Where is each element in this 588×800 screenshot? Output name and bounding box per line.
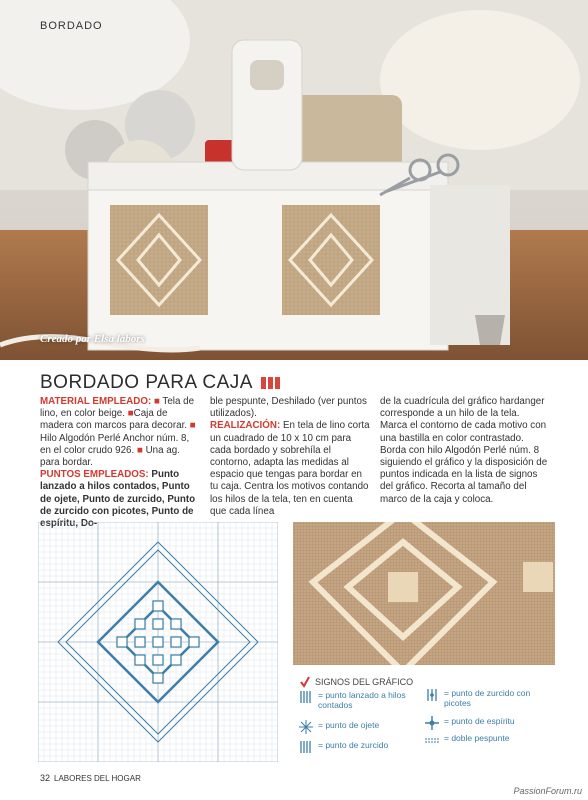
legend-item-satin: = punto lanzado a hilos contados [298, 690, 408, 710]
legend-item-spider: = punto de espíritu [424, 716, 548, 730]
picot-darning-icon [424, 688, 440, 702]
legend-item-darning: = punto de zurcido [298, 740, 408, 754]
watermark: PassionForum.ru [513, 786, 582, 796]
spider-web-icon [424, 716, 440, 730]
text-column-2 [210, 396, 370, 518]
embroidery-closeup-photo [293, 522, 555, 665]
checkmark-icon [300, 676, 310, 688]
header-photo [0, 0, 588, 360]
article-title-row [40, 372, 280, 394]
material-text-4: Una ag. para bordar. [40, 444, 180, 469]
legend-item-eyelet: = punto de ojete [298, 720, 408, 734]
points-text-continued: ble pespunte, Deshilado (ver puntos utilizados). [210, 396, 367, 420]
points-label: PUNTOS EMPLEADOS: [40, 469, 149, 481]
legend-title-row [300, 676, 413, 688]
material-text: Tela de lino, en color beige. [40, 396, 195, 420]
legend-item-picot: = punto de zurcido con picotes [424, 688, 548, 708]
page-number: 32 [40, 773, 51, 783]
material-text-2: Caja de madera con marcos para decorar. [40, 408, 188, 432]
difficulty-icon [261, 377, 280, 389]
material-label: MATERIAL EMPLEADO: [40, 396, 152, 407]
satin-stitch-icon [298, 690, 314, 704]
legend-title: SIGNOS DEL GRÁFICO [315, 677, 414, 687]
realization-label: REALIZACIÓN: [210, 420, 281, 432]
realization-text-continued: de la cuadrícula del gráfico hardanger corresponde a un hilo de la tela. Marca el contorno de cada motivo con una bastilla en color contrastado. Borda con hilo Algodón Perlé núm. 8 siguiendo el gráfico y la disposición de puntos indicada en la lista de signos del gráfico. Recorta al tamaño del marco de la caja y coloca. [380, 396, 548, 505]
section-tag: BORDADO [40, 20, 103, 32]
photo-caption: Creado por Elsa labors [40, 333, 145, 345]
article-title: BORDADO PARA CAJA [40, 372, 253, 393]
material-text-3: Hilo Algodón Perlé Anchor núm. 8, en el color crudo 926. [40, 432, 190, 456]
legend-item-double-backstitch: = doble pespunte [424, 733, 548, 747]
realization-text: En tela de lino corta un cuadrado de 10 x 10 cm para cada bordado y sobrehíla el contorno, adapta las medidas al espacio que tengas para bordar en tu caja. Centra los motivos contando los hilos de la tela, ten en cuenta que cada línea [210, 420, 370, 517]
magazine-name: LABORES DEL HOGAR [54, 774, 141, 783]
text-column-3 [380, 396, 548, 506]
closeup-image [293, 522, 555, 665]
darning-icon [298, 740, 314, 754]
points-text: Punto lanzado a hilos contados, Punto de ojete, Punto de zurcido, Punto de zurcido con picotes, Punto de espíritu, Do- [40, 469, 196, 530]
embroidery-chart [38, 522, 278, 762]
text-column-1: MATERIAL EMPLEADO: ■ Tela de lino, en color beige. ■Caja de madera con marcos para decorar. ■ Hilo Algodón Perlé Anchor núm. 8, en el color crudo 926. ■ Una ag. para bordar. PUNTOS EMPLEADOS: Punto lanzado a hilos contados, Punto de ojete, Punto de zurcido, Punto de zurcido con picotes, Punto de espíritu, Do- [40, 396, 196, 530]
double-backstitch-icon [424, 733, 440, 747]
page-footer [40, 773, 141, 783]
eyelet-icon [298, 720, 314, 734]
embroidered-box-photo [0, 0, 588, 360]
